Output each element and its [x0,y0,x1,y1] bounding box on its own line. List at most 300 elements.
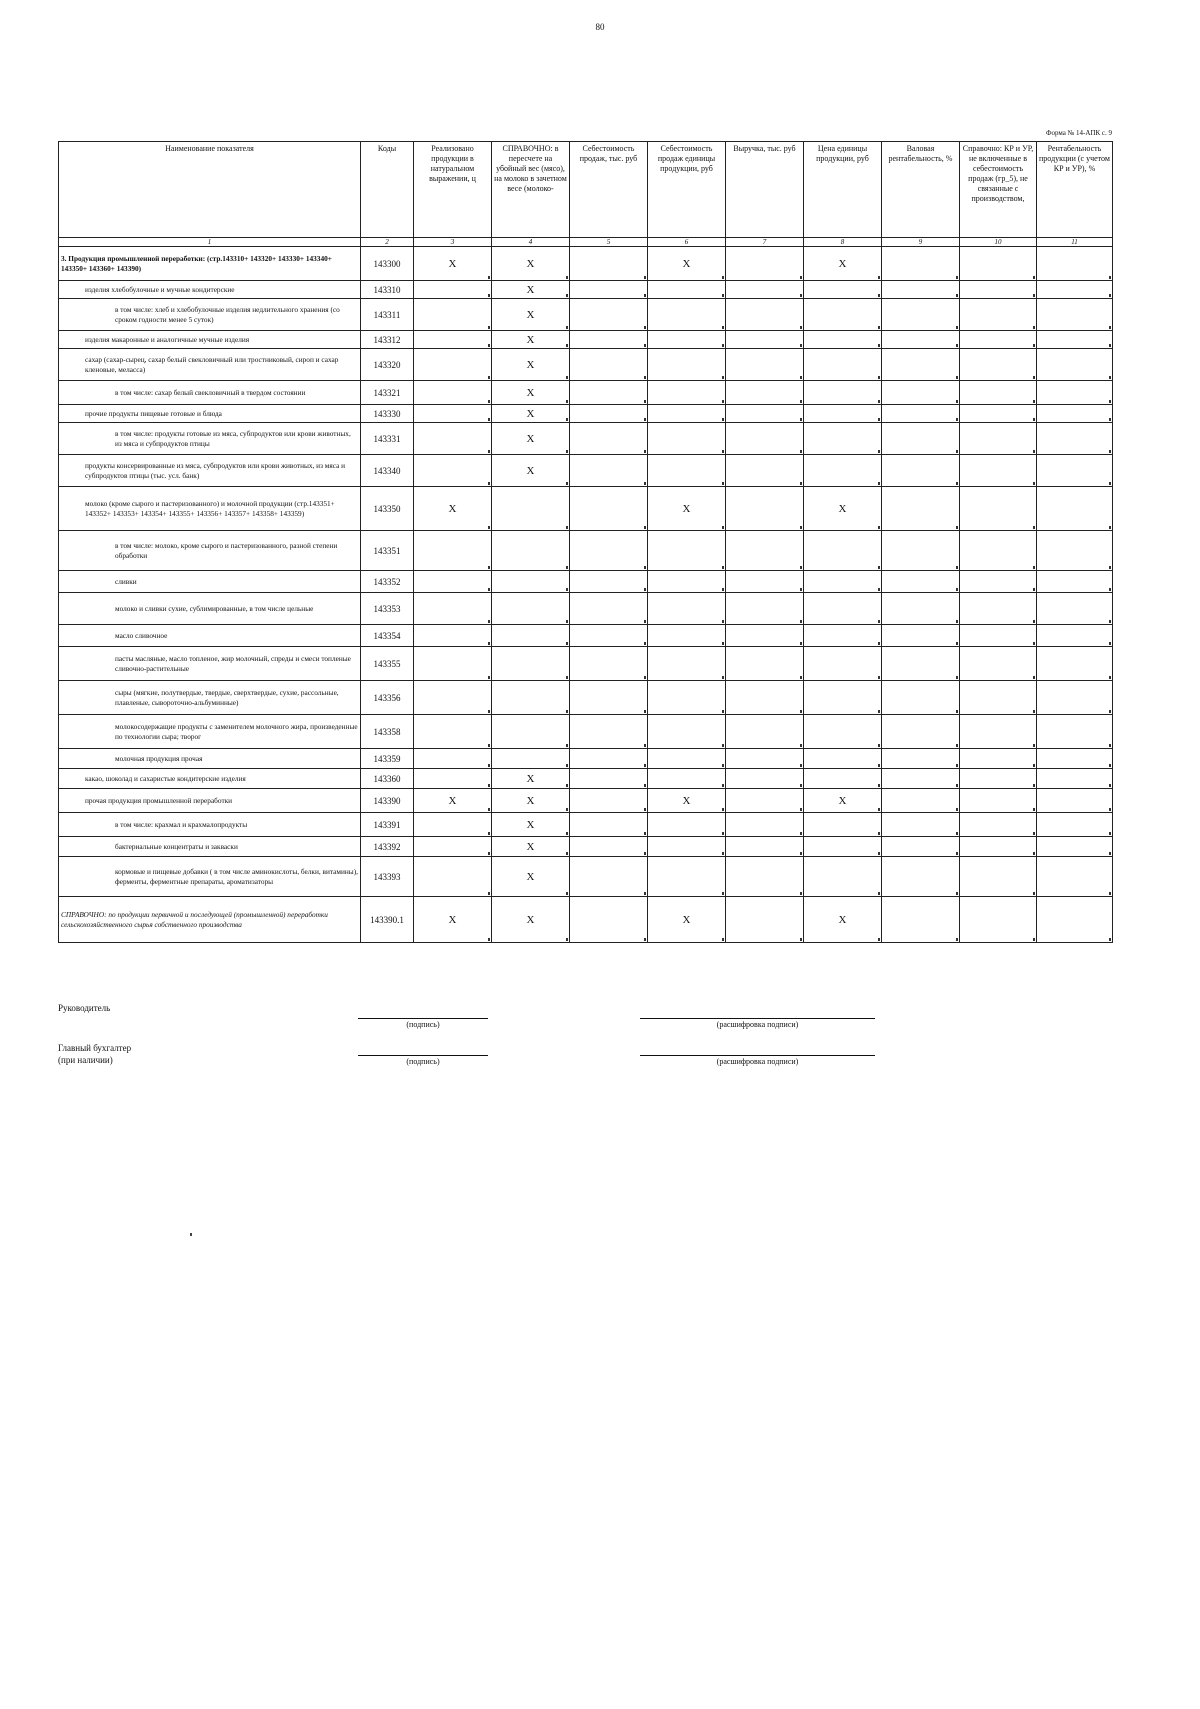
value-cell-col-9[interactable] [882,813,960,837]
value-cell-col-3[interactable] [414,349,492,381]
value-cell-col-8[interactable] [804,455,882,487]
value-cell-col-10[interactable] [960,769,1037,789]
value-cell-col-9[interactable] [882,715,960,749]
value-cell-col-7[interactable] [726,749,804,769]
row-code: 143320 [361,349,414,381]
col-number: 5 [570,238,648,247]
value-cell-col-8[interactable] [804,405,882,423]
col-header-sold: Реализовано продукции в натуральном выражении, ц [414,142,492,238]
value-cell-col-10[interactable] [960,625,1037,647]
row-name: изделия макаронные и аналогичные мучные изделия [59,331,361,349]
value-cell-col-10[interactable] [960,455,1037,487]
value-cell-col-5[interactable] [570,769,648,789]
row-code: 143351 [361,531,414,571]
x-mark-cell[interactable]: X [492,405,570,423]
row-name: в том числе: хлеб и хлебобулочные изделия недлительного хранения (со сроком годности менее 5 суток) [59,299,361,331]
value-cell-col-9[interactable] [882,625,960,647]
value-cell-col-8[interactable] [804,331,882,349]
value-cell-col-5[interactable] [570,813,648,837]
row-code: 143359 [361,749,414,769]
value-cell-col-3[interactable] [414,681,492,715]
x-mark-cell[interactable]: X [492,455,570,487]
value-cell-col-7[interactable] [726,769,804,789]
value-cell-col-11[interactable] [1037,749,1113,769]
value-cell-col-6[interactable] [648,331,726,349]
value-cell-col-10[interactable] [960,681,1037,715]
value-cell-col-7[interactable] [726,647,804,681]
value-cell-col-7[interactable] [726,571,804,593]
row-name: СПРАВОЧНО: по продукции первичной и последующей (промышленной) переработки сельскохозяйственного сырья собственного производства [59,897,361,943]
value-cell-col-6[interactable] [648,405,726,423]
value-cell-col-3[interactable] [414,857,492,897]
value-cell-col-7[interactable] [726,715,804,749]
value-cell-col-8[interactable] [804,625,882,647]
value-cell-col-11[interactable] [1037,349,1113,381]
value-cell-col-11[interactable] [1037,281,1113,299]
x-mark-cell[interactable]: X [648,789,726,813]
value-cell-col-10[interactable] [960,857,1037,897]
value-cell-col-6[interactable] [648,837,726,857]
value-cell-col-11[interactable] [1037,487,1113,531]
value-cell-col-3[interactable] [414,769,492,789]
value-cell-col-10[interactable] [960,647,1037,681]
row-name: масло сливочное [59,625,361,647]
x-mark-cell[interactable]: X [648,247,726,281]
x-mark-cell[interactable]: X [492,247,570,281]
value-cell-col-10[interactable] [960,299,1037,331]
table-row [59,749,1113,769]
value-cell-col-8[interactable] [804,749,882,769]
value-cell-col-7[interactable] [726,331,804,349]
col-header-code: Коды [361,142,414,238]
table-row [59,789,1113,813]
value-cell-col-5[interactable] [570,789,648,813]
row-code: 143358 [361,715,414,749]
accountant-note: (при наличии) [58,1055,113,1065]
value-cell-col-5[interactable] [570,331,648,349]
value-cell-col-7[interactable] [726,247,804,281]
value-cell-col-3[interactable] [414,571,492,593]
value-cell-col-9[interactable] [882,531,960,571]
value-cell-col-9[interactable] [882,789,960,813]
value-cell-col-11[interactable] [1037,593,1113,625]
row-name: какао, шоколад и сахаристые кондитерские изделия [59,769,361,789]
row-name: кормовые и пищевые добавки ( в том числе аминокислоты, белки, витамины), ферменты, ферментные препараты, ароматизаторы [59,857,361,897]
col-number: 1 [59,238,361,247]
value-cell-col-3[interactable] [414,749,492,769]
value-cell-col-3[interactable] [414,625,492,647]
table-row [59,813,1113,837]
value-cell-col-10[interactable] [960,571,1037,593]
value-cell-col-5[interactable] [570,681,648,715]
value-cell-col-3[interactable] [414,423,492,455]
value-cell-col-6[interactable] [648,647,726,681]
row-name: молоко (кроме сырого и пастеризованного) и молочной продукции (стр.143351+ 143352+ 143353+ 143354+ 143355+ 143356+ 143357+ 143358+ 143359) [59,487,361,531]
x-mark-cell[interactable]: X [492,349,570,381]
value-cell-col-8[interactable] [804,715,882,749]
value-cell-col-10[interactable] [960,281,1037,299]
value-cell-col-8[interactable] [804,857,882,897]
value-cell-col-7[interactable] [726,681,804,715]
row-name: в том числе: молоко, кроме сырого и пастеризованного, разной степени обработки [59,531,361,571]
value-cell-col-6[interactable] [648,813,726,837]
row-name: в том числе: продукты готовые из мяса, субпродуктов или крови животных, из мяса и субпродуктов птицы [59,423,361,455]
table-row [59,625,1113,647]
value-cell-col-6[interactable] [648,531,726,571]
row-code: 143321 [361,381,414,405]
col-number: 7 [726,238,804,247]
value-cell-col-11[interactable] [1037,331,1113,349]
value-cell-col-4[interactable] [492,487,570,531]
value-cell-col-10[interactable] [960,405,1037,423]
value-cell-col-5[interactable] [570,455,648,487]
value-cell-col-3[interactable] [414,299,492,331]
value-cell-col-7[interactable] [726,455,804,487]
row-code: 143354 [361,625,414,647]
row-name: молочная продукция прочая [59,749,361,769]
value-cell-col-11[interactable] [1037,837,1113,857]
x-mark-cell[interactable]: X [492,897,570,943]
value-cell-col-4[interactable] [492,625,570,647]
value-cell-col-10[interactable] [960,789,1037,813]
value-cell-col-9[interactable] [882,857,960,897]
value-cell-col-8[interactable] [804,769,882,789]
value-cell-col-9[interactable] [882,455,960,487]
value-cell-col-5[interactable] [570,571,648,593]
value-cell-col-5[interactable] [570,647,648,681]
value-cell-col-5[interactable] [570,423,648,455]
value-cell-col-9[interactable] [882,593,960,625]
table-row [59,349,1113,381]
row-code: 143350 [361,487,414,531]
value-cell-col-3[interactable] [414,837,492,857]
value-cell-col-10[interactable] [960,487,1037,531]
value-cell-col-11[interactable] [1037,857,1113,897]
col-header-reference-weight: СПРАВОЧНО: в пересчете на убойный вес (мясо), на молоко в зачетном весе (молоко- [492,142,570,238]
x-mark-cell[interactable]: X [414,897,492,943]
value-cell-col-7[interactable] [726,299,804,331]
value-cell-col-5[interactable] [570,247,648,281]
x-mark-cell[interactable]: X [648,897,726,943]
value-cell-col-6[interactable] [648,349,726,381]
x-mark-cell[interactable]: X [804,247,882,281]
table-row [59,455,1113,487]
value-cell-col-10[interactable] [960,381,1037,405]
table-row [59,897,1113,943]
value-cell-col-10[interactable] [960,331,1037,349]
value-cell-col-5[interactable] [570,593,648,625]
col-number: 6 [648,238,726,247]
value-cell-col-9[interactable] [882,331,960,349]
value-cell-col-7[interactable] [726,789,804,813]
x-mark-cell[interactable]: X [804,487,882,531]
value-cell-col-9[interactable] [882,381,960,405]
row-name: в том числе: сахар белый свекловичный в твердом состоянии [59,381,361,405]
value-cell-col-9[interactable] [882,349,960,381]
value-cell-col-3[interactable] [414,331,492,349]
value-cell-col-11[interactable] [1037,789,1113,813]
value-cell-col-4[interactable] [492,571,570,593]
value-cell-col-11[interactable] [1037,625,1113,647]
value-cell-col-9[interactable] [882,681,960,715]
value-cell-col-8[interactable] [804,681,882,715]
value-cell-col-9[interactable] [882,405,960,423]
value-cell-col-3[interactable] [414,531,492,571]
x-mark-cell[interactable]: X [414,789,492,813]
x-mark-cell[interactable]: X [492,769,570,789]
value-cell-col-11[interactable] [1037,455,1113,487]
accountant-signature-caption: (подпись) [406,1057,440,1066]
form-label: Форма № 14-АПК с. 9 [1045,129,1112,137]
scan-speck [190,1233,192,1236]
col-header-unit-price: Цена единицы продукции, руб [804,142,882,238]
value-cell-col-11[interactable] [1037,715,1113,749]
value-cell-col-9[interactable] [882,837,960,857]
col-header-profitability: Рентабельность продукции (с учетом КР и УР), % [1037,142,1113,238]
value-cell-col-7[interactable] [726,857,804,897]
value-cell-col-8[interactable] [804,813,882,837]
col-number: 8 [804,238,882,247]
value-cell-col-8[interactable] [804,593,882,625]
value-cell-col-6[interactable] [648,381,726,405]
value-cell-col-8[interactable] [804,299,882,331]
value-cell-col-5[interactable] [570,749,648,769]
value-cell-col-10[interactable] [960,813,1037,837]
value-cell-col-8[interactable] [804,571,882,593]
value-cell-col-3[interactable] [414,593,492,625]
report-table [58,141,1113,943]
table-row [59,681,1113,715]
value-cell-col-10[interactable] [960,897,1037,943]
row-name: продукты консервированные из мяса, субпродуктов или крови животных, из мяса и субпродуктов птицы (тыс. усл. банк) [59,455,361,487]
x-mark-cell[interactable]: X [804,897,882,943]
table-row [59,531,1113,571]
value-cell-col-10[interactable] [960,247,1037,281]
accountant-label: Главный бухгалтер [58,1043,132,1053]
value-cell-col-3[interactable] [414,455,492,487]
value-cell-col-7[interactable] [726,837,804,857]
row-code: 143330 [361,405,414,423]
value-cell-col-3[interactable] [414,281,492,299]
value-cell-col-11[interactable] [1037,247,1113,281]
value-cell-col-3[interactable] [414,647,492,681]
value-cell-col-11[interactable] [1037,571,1113,593]
value-cell-col-8[interactable] [804,837,882,857]
value-cell-col-5[interactable] [570,281,648,299]
value-cell-col-5[interactable] [570,531,648,571]
row-code: 143390.1 [361,897,414,943]
value-cell-col-7[interactable] [726,625,804,647]
value-cell-col-11[interactable] [1037,769,1113,789]
value-cell-col-8[interactable] [804,647,882,681]
row-name: в том числе: крахмал и крахмалопродукты [59,813,361,837]
x-mark-cell[interactable]: X [492,789,570,813]
value-cell-col-11[interactable] [1037,647,1113,681]
value-cell-col-10[interactable] [960,593,1037,625]
row-name: прочая продукция промышленной переработки [59,789,361,813]
header-row [59,142,1113,238]
row-code: 143312 [361,331,414,349]
head-decoding-caption: (расшифровка подписи) [716,1020,799,1029]
value-cell-col-9[interactable] [882,281,960,299]
value-cell-col-6[interactable] [648,571,726,593]
value-cell-col-4[interactable] [492,681,570,715]
value-cell-col-7[interactable] [726,487,804,531]
x-mark-cell[interactable]: X [492,381,570,405]
table-row [59,715,1113,749]
value-cell-col-10[interactable] [960,715,1037,749]
value-cell-col-9[interactable] [882,423,960,455]
value-cell-col-7[interactable] [726,381,804,405]
value-cell-col-11[interactable] [1037,681,1113,715]
row-name: сливки [59,571,361,593]
value-cell-col-4[interactable] [492,715,570,749]
col-header-name: Наименование показателя [59,142,361,238]
row-name: молокосодержащие продукты с заменителем молочного жира, произведенные по технологии сыра; творог [59,715,361,749]
row-code: 143356 [361,681,414,715]
value-cell-col-9[interactable] [882,897,960,943]
table-row [59,837,1113,857]
value-cell-col-4[interactable] [492,749,570,769]
value-cell-col-7[interactable] [726,423,804,455]
value-cell-col-8[interactable] [804,423,882,455]
x-mark-cell[interactable]: X [648,487,726,531]
value-cell-col-6[interactable] [648,749,726,769]
x-mark-cell[interactable]: X [414,247,492,281]
row-code: 143355 [361,647,414,681]
value-cell-col-11[interactable] [1037,381,1113,405]
col-number: 9 [882,238,960,247]
value-cell-col-6[interactable] [648,857,726,897]
value-cell-col-8[interactable] [804,281,882,299]
value-cell-col-8[interactable] [804,349,882,381]
value-cell-col-6[interactable] [648,299,726,331]
table-row [59,593,1113,625]
x-mark-cell[interactable]: X [804,789,882,813]
value-cell-col-10[interactable] [960,531,1037,571]
table-row [59,857,1113,897]
value-cell-col-6[interactable] [648,281,726,299]
row-code: 143340 [361,455,414,487]
value-cell-col-5[interactable] [570,381,648,405]
table-row [59,247,1113,281]
value-cell-col-5[interactable] [570,299,648,331]
value-cell-col-10[interactable] [960,837,1037,857]
value-cell-col-5[interactable] [570,857,648,897]
table-row [59,571,1113,593]
row-code: 143352 [361,571,414,593]
row-code: 143393 [361,857,414,897]
value-cell-col-7[interactable] [726,349,804,381]
value-cell-col-3[interactable] [414,405,492,423]
value-cell-col-8[interactable] [804,531,882,571]
value-cell-col-7[interactable] [726,593,804,625]
value-cell-col-7[interactable] [726,281,804,299]
value-cell-col-9[interactable] [882,647,960,681]
x-mark-cell[interactable]: X [492,299,570,331]
row-code: 143392 [361,837,414,857]
value-cell-col-10[interactable] [960,423,1037,455]
value-cell-col-3[interactable] [414,381,492,405]
row-code: 143390 [361,789,414,813]
value-cell-col-7[interactable] [726,813,804,837]
row-code: 143353 [361,593,414,625]
x-mark-cell[interactable]: X [492,331,570,349]
x-mark-cell[interactable]: X [492,857,570,897]
value-cell-col-5[interactable] [570,405,648,423]
value-cell-col-3[interactable] [414,715,492,749]
table-row [59,647,1113,681]
accountant-signature-line [358,1055,488,1056]
col-number: 11 [1037,238,1113,247]
row-name: сахар (сахар-сырец, сахар белый свекловичный или тростниковый, сироп и сахар кленовые, меласса) [59,349,361,381]
value-cell-col-9[interactable] [882,749,960,769]
value-cell-col-5[interactable] [570,897,648,943]
table-row [59,381,1113,405]
x-mark-cell[interactable]: X [492,837,570,857]
row-code: 143331 [361,423,414,455]
value-cell-col-4[interactable] [492,593,570,625]
value-cell-col-6[interactable] [648,455,726,487]
value-cell-col-6[interactable] [648,423,726,455]
value-cell-col-5[interactable] [570,715,648,749]
value-cell-col-5[interactable] [570,349,648,381]
value-cell-col-4[interactable] [492,531,570,571]
value-cell-col-5[interactable] [570,625,648,647]
value-cell-col-7[interactable] [726,531,804,571]
value-cell-col-10[interactable] [960,749,1037,769]
value-cell-col-11[interactable] [1037,405,1113,423]
table-row [59,423,1113,455]
value-cell-col-8[interactable] [804,381,882,405]
col-number: 4 [492,238,570,247]
value-cell-col-3[interactable] [414,813,492,837]
row-name: бактериальные концентраты и закваски [59,837,361,857]
col-number: 2 [361,238,414,247]
value-cell-col-6[interactable] [648,593,726,625]
x-mark-cell[interactable]: X [492,813,570,837]
value-cell-col-5[interactable] [570,487,648,531]
value-cell-col-9[interactable] [882,299,960,331]
x-mark-cell[interactable]: X [414,487,492,531]
value-cell-col-9[interactable] [882,571,960,593]
value-cell-col-11[interactable] [1037,423,1113,455]
value-cell-col-4[interactable] [492,647,570,681]
table-row [59,299,1113,331]
x-mark-cell[interactable]: X [492,281,570,299]
value-cell-col-9[interactable] [882,247,960,281]
value-cell-col-11[interactable] [1037,299,1113,331]
head-signature-line [358,1018,488,1019]
table-row [59,487,1113,531]
value-cell-col-6[interactable] [648,625,726,647]
x-mark-cell[interactable]: X [492,423,570,455]
value-cell-col-7[interactable] [726,897,804,943]
value-cell-col-9[interactable] [882,487,960,531]
value-cell-col-5[interactable] [570,837,648,857]
value-cell-col-9[interactable] [882,769,960,789]
col-header-cost: Себестоимость продаж, тыс. руб [570,142,648,238]
value-cell-col-6[interactable] [648,681,726,715]
value-cell-col-11[interactable] [1037,897,1113,943]
value-cell-col-11[interactable] [1037,813,1113,837]
value-cell-col-6[interactable] [648,715,726,749]
value-cell-col-7[interactable] [726,405,804,423]
col-number: 10 [960,238,1037,247]
value-cell-col-10[interactable] [960,349,1037,381]
value-cell-col-6[interactable] [648,769,726,789]
value-cell-col-11[interactable] [1037,531,1113,571]
